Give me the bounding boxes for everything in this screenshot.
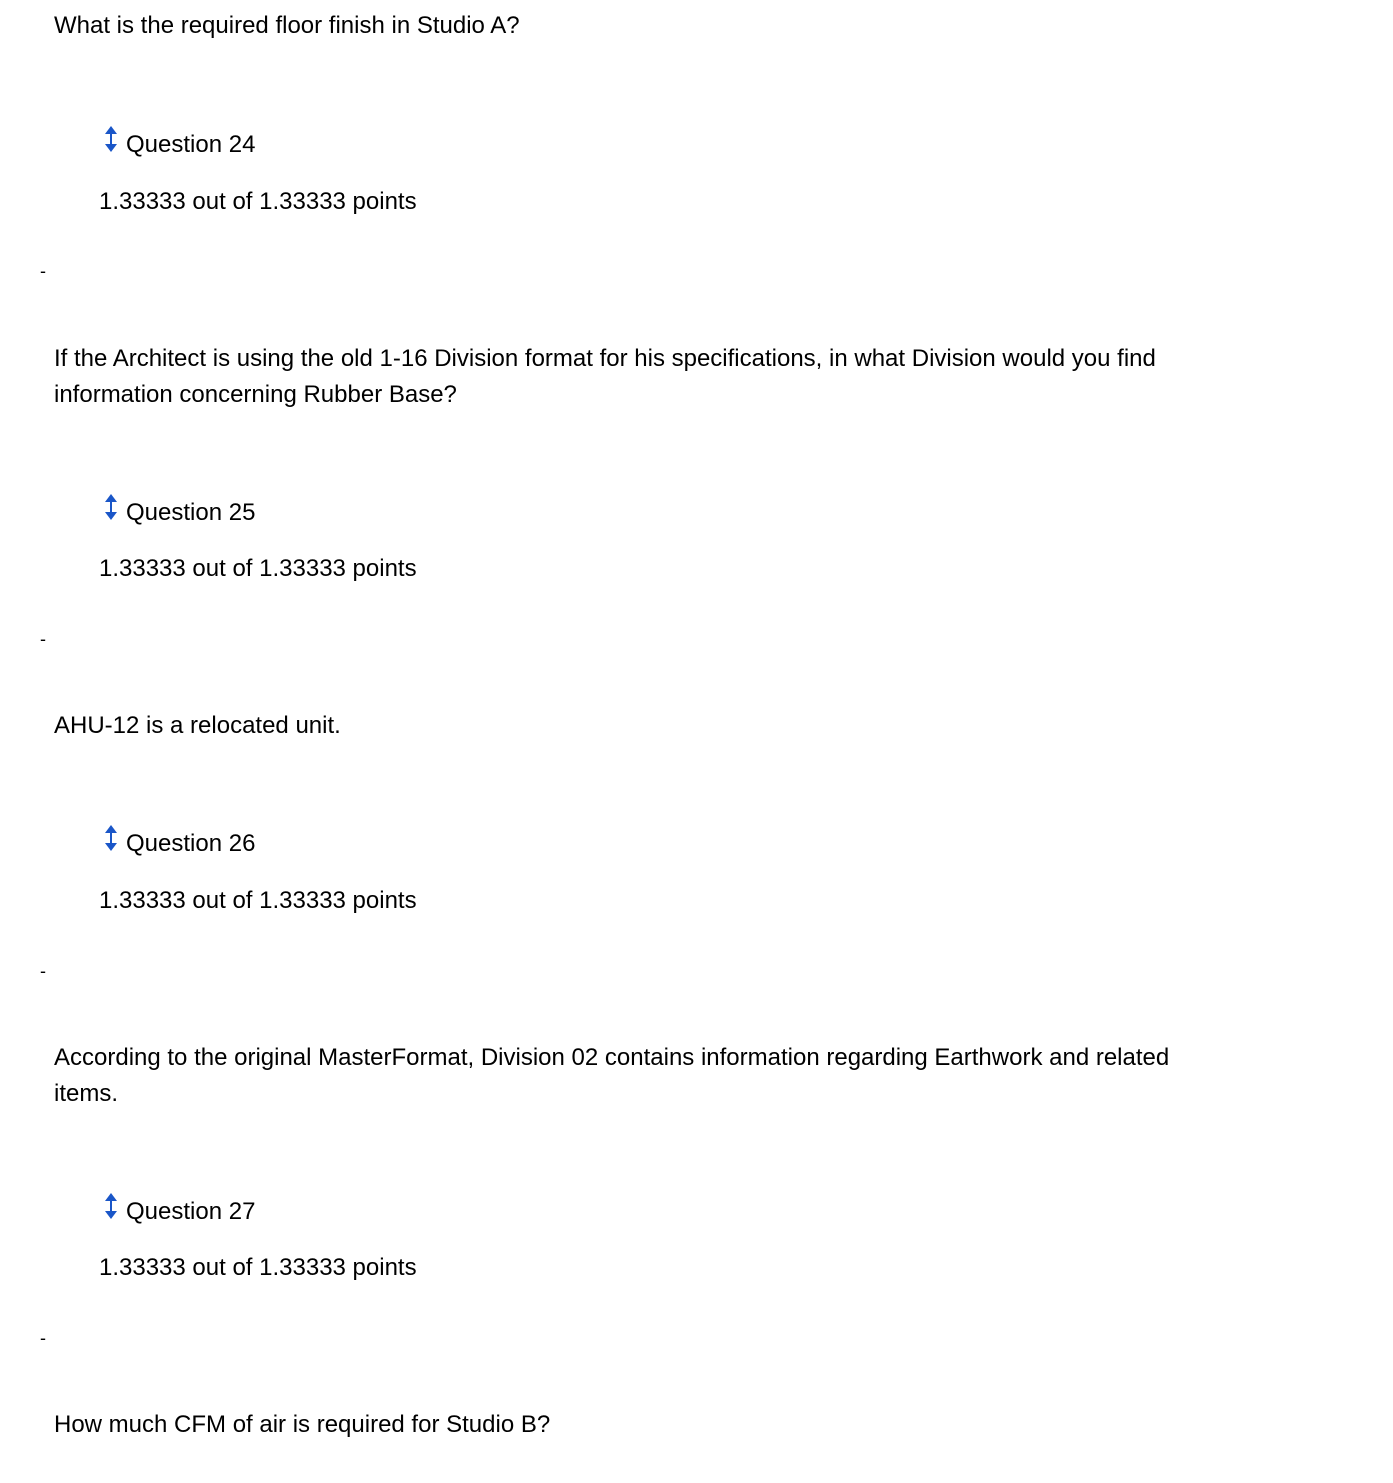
question-label: Question 24 bbox=[126, 131, 256, 158]
question-label: Question 25 bbox=[126, 499, 256, 526]
reorder-arrows-icon[interactable] bbox=[104, 494, 118, 520]
list-marker: - bbox=[40, 629, 46, 649]
points-score: 1.33333 out of 1.33333 points bbox=[99, 1254, 417, 1281]
question-label: Question 27 bbox=[126, 1198, 256, 1225]
question-prompt: What is the required floor finish in Studio A? bbox=[54, 12, 520, 39]
points-score: 1.33333 out of 1.33333 points bbox=[99, 887, 417, 914]
question-header[interactable] bbox=[104, 130, 255, 160]
question-prompt: According to the original MasterFormat, Division 02 contains information regarding Earthwork and related items. bbox=[54, 1044, 1170, 1107]
reorder-arrows-icon[interactable] bbox=[104, 1193, 118, 1219]
question-header[interactable] bbox=[104, 498, 255, 528]
question-label: Question 26 bbox=[126, 830, 256, 857]
question-header[interactable] bbox=[104, 829, 255, 859]
list-marker: - bbox=[40, 261, 46, 281]
question-prompt: How much CFM of air is required for Studio B? bbox=[54, 1411, 551, 1438]
reorder-arrows-icon[interactable] bbox=[104, 126, 118, 152]
reorder-arrows-icon[interactable] bbox=[104, 825, 118, 851]
question-prompt: If the Architect is using the old 1-16 Division format for his specifications, in what Division would you find information concerning Rubber Base? bbox=[54, 345, 1156, 408]
question-header[interactable] bbox=[104, 1197, 255, 1227]
points-score: 1.33333 out of 1.33333 points bbox=[99, 555, 417, 582]
points-score: 1.33333 out of 1.33333 points bbox=[99, 188, 417, 215]
list-marker: - bbox=[40, 1328, 46, 1348]
question-prompt: AHU-12 is a relocated unit. bbox=[54, 712, 341, 739]
list-marker: - bbox=[40, 961, 46, 981]
